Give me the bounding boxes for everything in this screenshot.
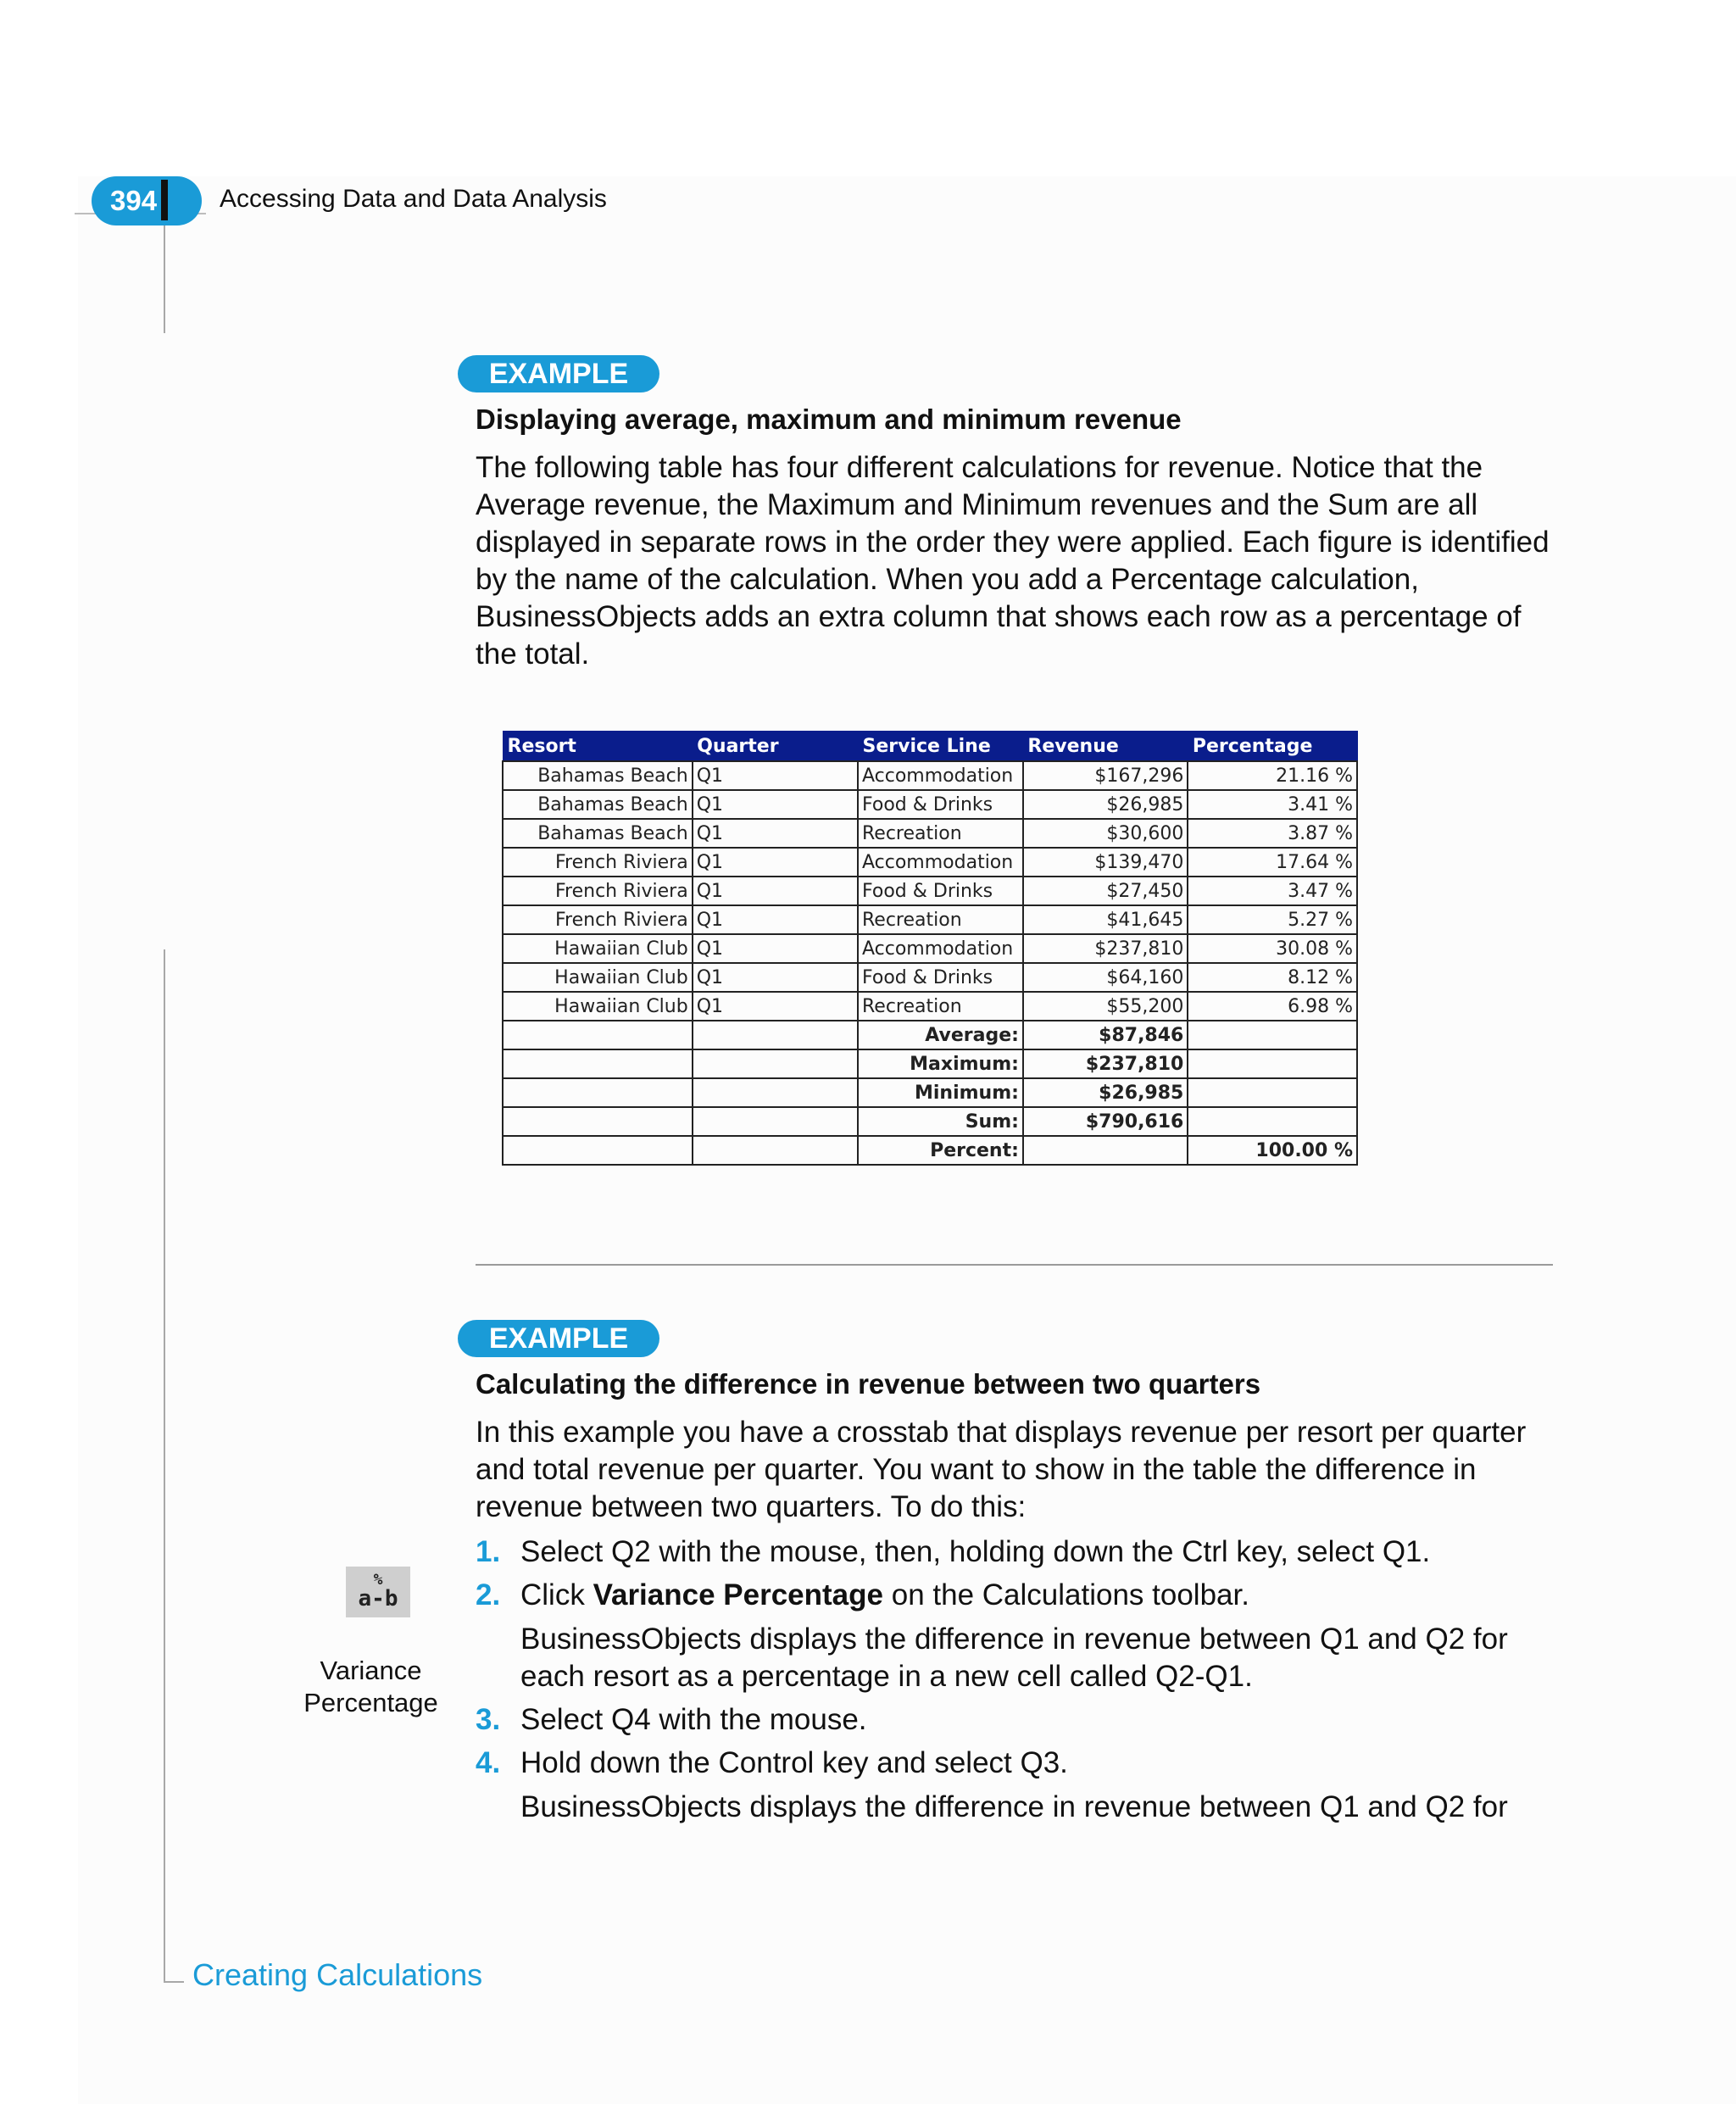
example-paragraph: The following table has four different calculations for revenue. Notice that the Average revenue, the Maximum and Minimum revenues and the Sum are all displayed in separate rows in the order they were applied. Each figure is identified by the name of the calculation. When you add a Percentage calculation, BusinessObjects adds an extra column that shows each row as a percentage of the total. (476, 451, 1550, 671)
resort-cell: Hawaiian Club (503, 934, 693, 963)
resort-cell: Bahamas Beach (503, 819, 693, 848)
resort-cell: French Riviera (503, 848, 693, 877)
quarter-cell: Q1 (693, 963, 858, 992)
step-2 (476, 1577, 1249, 1614)
percentage-cell: 5.27 % (1188, 905, 1357, 934)
resort-cell: French Riviera (503, 877, 693, 905)
step-2-result: BusinessObjects displays the difference in revenue between Q1 and Q2 for each resort as a percentage in a new cell called Q2-Q1. (520, 1623, 1508, 1693)
step-number: 1. (476, 1535, 501, 1568)
summary-label: Average: (858, 1021, 1023, 1049)
revenue-cell: $27,450 (1023, 877, 1188, 905)
step-number: 4. (476, 1746, 501, 1779)
resort-cell: Hawaiian Club (503, 963, 693, 992)
resort-cell: Bahamas Beach (503, 790, 693, 819)
page-number: 394 (92, 176, 202, 225)
service-line-cell: Accommodation (858, 848, 1023, 877)
table-row (503, 934, 1357, 963)
example-badge: EXAMPLE (458, 1320, 659, 1357)
table-row (503, 992, 1357, 1021)
summary-percentage (1188, 1107, 1357, 1136)
summary-row (503, 1136, 1357, 1165)
revenue-cell: $167,296 (1023, 761, 1188, 790)
summary-label: Minimum: (858, 1078, 1023, 1107)
percentage-cell: 17.64 % (1188, 848, 1357, 877)
step-4-result: BusinessObjects displays the difference in revenue between Q1 and Q2 for (520, 1790, 1508, 1823)
percentage-cell: 3.47 % (1188, 877, 1357, 905)
step-number: 3. (476, 1703, 501, 1736)
step-text: Select Q4 with the mouse. (520, 1703, 867, 1736)
quarter-cell: Q1 (693, 790, 858, 819)
column-header-resort: Resort (503, 732, 693, 762)
margin-rule-bottom (164, 949, 165, 1983)
table-row (503, 848, 1357, 877)
service-line-cell: Food & Drinks (858, 877, 1023, 905)
summary-revenue: $237,810 (1023, 1049, 1188, 1078)
service-line-cell: Accommodation (858, 934, 1023, 963)
step-emphasis: Variance Percentage (593, 1578, 883, 1611)
percentage-cell: 6.98 % (1188, 992, 1357, 1021)
service-line-cell: Recreation (858, 819, 1023, 848)
step-number: 2. (476, 1578, 501, 1611)
service-line-cell: Food & Drinks (858, 963, 1023, 992)
revenue-cell: $41,645 (1023, 905, 1188, 934)
quarter-cell: Q1 (693, 819, 858, 848)
summary-percentage: 100.00 % (1188, 1136, 1357, 1165)
summary-row (503, 1021, 1357, 1049)
revenue-cell: $64,160 (1023, 963, 1188, 992)
table-row (503, 877, 1357, 905)
table-row (503, 905, 1357, 934)
revenue-cell: $139,470 (1023, 848, 1188, 877)
revenue-table (502, 731, 1358, 1166)
percentage-cell: 3.87 % (1188, 819, 1357, 848)
table-header-row (503, 732, 1357, 762)
quarter-cell: Q1 (693, 905, 858, 934)
column-header-service-line: Service Line (858, 732, 1023, 762)
summary-percentage (1188, 1021, 1357, 1049)
revenue-cell: $26,985 (1023, 790, 1188, 819)
example-intro: In this example you have a crosstab that displays revenue per resort per quarter and total revenue per quarter. You want to show in the table the difference in revenue between two quarters. To do this: (476, 1416, 1527, 1523)
variance-percentage-icon: % a-b (346, 1567, 410, 1617)
column-header-percentage: Percentage (1188, 732, 1357, 762)
margin-caption: Variance Percentage (303, 1656, 438, 1717)
table-row (503, 790, 1357, 819)
service-line-cell: Food & Drinks (858, 790, 1023, 819)
summary-percentage (1188, 1049, 1357, 1078)
step-1 (476, 1533, 1430, 1571)
step-text: Hold down the Control key and select Q3. (520, 1746, 1068, 1779)
example-title: Calculating the difference in revenue between two quarters (476, 1368, 1261, 1400)
section-divider (476, 1264, 1553, 1266)
quarter-cell: Q1 (693, 992, 858, 1021)
summary-row (503, 1107, 1357, 1136)
percentage-cell: 30.08 % (1188, 934, 1357, 963)
footer-rule (164, 1981, 184, 1983)
revenue-cell: $55,200 (1023, 992, 1188, 1021)
percentage-cell: 21.16 % (1188, 761, 1357, 790)
step-3 (476, 1701, 867, 1739)
resort-cell: French Riviera (503, 905, 693, 934)
column-header-quarter: Quarter (693, 732, 858, 762)
service-line-cell: Recreation (858, 905, 1023, 934)
example-badge: EXAMPLE (458, 355, 659, 392)
summary-label: Percent: (858, 1136, 1023, 1165)
summary-revenue (1023, 1136, 1188, 1165)
step-4 (476, 1745, 1068, 1782)
summary-row (503, 1049, 1357, 1078)
step-text: Click (520, 1578, 593, 1611)
service-line-cell: Accommodation (858, 761, 1023, 790)
step-text: Select Q2 with the mouse, then, holding down the Ctrl key, select Q1. (520, 1535, 1431, 1568)
resort-cell: Bahamas Beach (503, 761, 693, 790)
quarter-cell: Q1 (693, 934, 858, 963)
page-number-marker (161, 180, 168, 220)
percentage-cell: 3.41 % (1188, 790, 1357, 819)
revenue-cell: $30,600 (1023, 819, 1188, 848)
running-title: Accessing Data and Data Analysis (220, 185, 607, 213)
summary-row (503, 1078, 1357, 1107)
quarter-cell: Q1 (693, 848, 858, 877)
summary-label: Sum: (858, 1107, 1023, 1136)
summary-revenue: $87,846 (1023, 1021, 1188, 1049)
quarter-cell: Q1 (693, 877, 858, 905)
percentage-cell: 8.12 % (1188, 963, 1357, 992)
column-header-revenue: Revenue (1023, 732, 1188, 762)
resort-cell: Hawaiian Club (503, 992, 693, 1021)
step-text-tail: on the Calculations toolbar. (883, 1578, 1249, 1611)
quarter-cell: Q1 (693, 761, 858, 790)
summary-revenue: $26,985 (1023, 1078, 1188, 1107)
table-row (503, 963, 1357, 992)
summary-revenue: $790,616 (1023, 1107, 1188, 1136)
revenue-cell: $237,810 (1023, 934, 1188, 963)
footer-section-title: Creating Calculations (192, 1957, 483, 1992)
summary-percentage (1188, 1078, 1357, 1107)
summary-label: Maximum: (858, 1049, 1023, 1078)
table-row (503, 761, 1357, 790)
table-row (503, 819, 1357, 848)
service-line-cell: Recreation (858, 992, 1023, 1021)
example-title: Displaying average, maximum and minimum revenue (476, 404, 1182, 435)
